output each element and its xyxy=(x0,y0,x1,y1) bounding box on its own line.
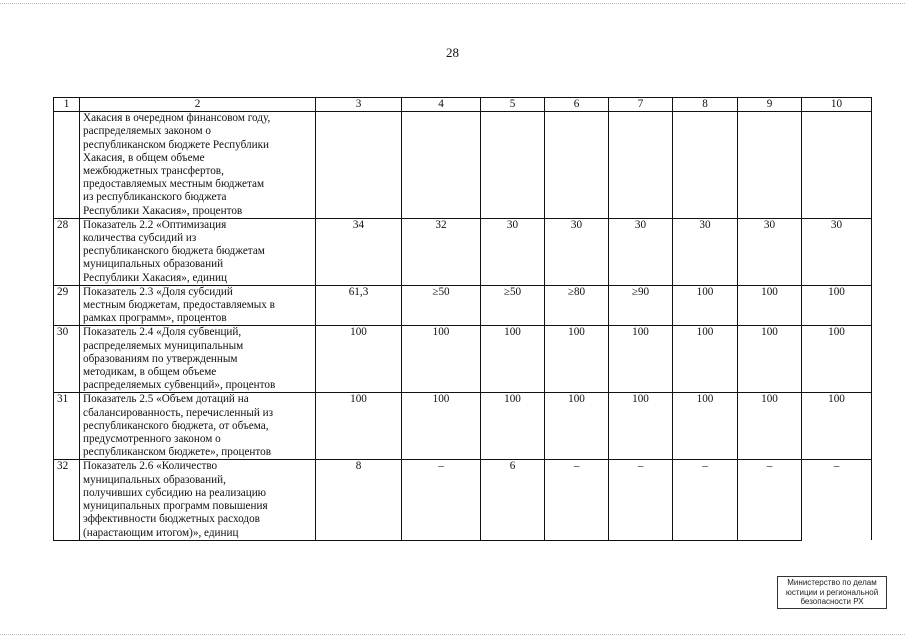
value-cell: ≥80 xyxy=(545,285,609,326)
value-cell: 100 xyxy=(609,326,673,393)
header-cell: 5 xyxy=(481,98,545,112)
value-cell: 100 xyxy=(609,393,673,460)
value-cell: 100 xyxy=(802,326,872,393)
value-cell: 100 xyxy=(481,326,545,393)
description-line: количества субсидий из xyxy=(83,232,197,245)
description-line: методикам, в общем объеме xyxy=(83,366,217,379)
description-line: местным бюджетам, предоставляемых в xyxy=(83,299,275,312)
value-cell: 6 xyxy=(481,460,545,540)
description-line: республиканского бюджета, от объема, xyxy=(83,419,269,432)
table-row xyxy=(54,218,872,285)
description-line: республиканского бюджета бюджетам xyxy=(83,245,265,258)
description-line: рамках программ», процентов xyxy=(83,312,227,325)
value-cell: 30 xyxy=(481,218,545,285)
indicators-table xyxy=(53,97,872,541)
value-cell: 30 xyxy=(609,218,673,285)
description-line: муниципальных образований xyxy=(83,258,224,271)
value-cell: 100 xyxy=(481,393,545,460)
description-line: республиканском бюджете Республики xyxy=(83,138,270,151)
description-line: Показатель 2.2 «Оптимизация xyxy=(83,218,227,231)
description-line: муниципальных программ повышения xyxy=(83,500,268,513)
scan-noise-top xyxy=(0,3,905,5)
stamp-line: безопасности РХ xyxy=(800,597,864,606)
table-row xyxy=(54,326,872,393)
value-cell: 100 xyxy=(802,285,872,326)
header-cell: 6 xyxy=(545,98,609,112)
value-cell: ≥50 xyxy=(402,285,481,326)
value-cell: – xyxy=(738,460,802,540)
value-cell: – xyxy=(545,460,609,540)
value-cell xyxy=(738,112,802,219)
description-line: муниципальных образований, xyxy=(83,473,226,486)
header-cell: 1 xyxy=(54,98,80,112)
value-cell: – xyxy=(673,460,738,540)
header-cell: 4 xyxy=(402,98,481,112)
value-cell: 100 xyxy=(738,326,802,393)
value-cell: 34 xyxy=(316,218,402,285)
value-cell: 30 xyxy=(673,218,738,285)
value-cell: ≥50 xyxy=(481,285,545,326)
description-line: Показатель 2.6 «Количество xyxy=(83,460,218,473)
page-number: 28 xyxy=(446,45,459,60)
ministry-stamp xyxy=(777,576,887,609)
description-line: республиканском бюджете», процентов xyxy=(83,446,272,459)
value-cell: 100 xyxy=(402,393,481,460)
table-row xyxy=(54,285,872,326)
value-cell xyxy=(545,112,609,219)
value-cell: – xyxy=(609,460,673,540)
header-cell: 9 xyxy=(738,98,802,112)
description-line: распределяемых субвенций», процентов xyxy=(83,379,276,392)
value-cell xyxy=(402,112,481,219)
value-cell: 100 xyxy=(738,285,802,326)
value-cell: 100 xyxy=(738,393,802,460)
value-cell: 100 xyxy=(316,393,402,460)
stamp-line: юстиции и региональной xyxy=(785,587,879,597)
value-cell: 100 xyxy=(402,326,481,393)
header-cell: 2 xyxy=(80,98,316,112)
value-cell xyxy=(673,112,738,219)
value-cell xyxy=(609,112,673,219)
value-cell xyxy=(316,112,402,219)
indicator-description xyxy=(80,218,316,285)
value-cell: 30 xyxy=(802,218,872,285)
value-cell: 100 xyxy=(673,326,738,393)
value-cell: – xyxy=(802,460,872,540)
value-cell: 100 xyxy=(673,285,738,326)
description-line: Показатель 2.3 «Доля субсидий xyxy=(83,285,233,298)
value-cell: 100 xyxy=(545,393,609,460)
value-cell xyxy=(481,112,545,219)
description-line: Показатель 2.4 «Доля субвенций, xyxy=(83,326,242,339)
description-line: распределяемых законом о xyxy=(83,125,211,138)
indicator-description xyxy=(80,460,316,540)
row-number: 29 xyxy=(54,285,80,326)
description-line: Хакасия, в общем объеме xyxy=(83,151,205,164)
indicator-description xyxy=(80,112,316,219)
value-cell: 30 xyxy=(738,218,802,285)
description-line: Республики Хакасия», единиц xyxy=(83,271,227,284)
table-row xyxy=(54,112,872,219)
row-number: 30 xyxy=(54,326,80,393)
description-line: межбюджетных трансфертов, xyxy=(83,165,224,178)
indicator-description xyxy=(80,393,316,460)
table-row xyxy=(54,393,872,460)
value-cell: 8 xyxy=(316,460,402,540)
scan-noise-bottom xyxy=(0,634,905,636)
value-cell: 100 xyxy=(545,326,609,393)
description-line: эффективности бюджетных расходов xyxy=(83,513,260,526)
indicator-description xyxy=(80,326,316,393)
description-line: предоставляемых местным бюджетам xyxy=(83,178,265,191)
row-number: 32 xyxy=(54,460,80,540)
header-cell: 8 xyxy=(673,98,738,112)
value-cell: 61,3 xyxy=(316,285,402,326)
row-number: 28 xyxy=(54,218,80,285)
row-number xyxy=(54,112,80,219)
header-cell: 10 xyxy=(802,98,872,112)
value-cell: ≥90 xyxy=(609,285,673,326)
description-line: Показатель 2.5 «Объем дотаций на xyxy=(83,393,249,406)
description-line: предусмотренного законом о xyxy=(83,433,221,446)
description-line: (нарастающим итогом)», единиц xyxy=(83,526,239,539)
description-line: из республиканского бюджета xyxy=(83,191,227,204)
header-cell: 3 xyxy=(316,98,402,112)
table-row xyxy=(54,460,872,540)
value-cell: – xyxy=(402,460,481,540)
header-row xyxy=(54,98,872,112)
description-line: Хакасия в очередном финансовом году, xyxy=(83,112,271,125)
value-cell: 100 xyxy=(673,393,738,460)
description-line: получивших субсидию на реализацию xyxy=(83,486,267,499)
value-cell: 32 xyxy=(402,218,481,285)
header-cell: 7 xyxy=(609,98,673,112)
value-cell: 100 xyxy=(316,326,402,393)
description-line: образованиям по утвержденным xyxy=(83,352,238,365)
description-line: сбалансированность, перечисленный из xyxy=(83,406,274,419)
value-cell: 30 xyxy=(545,218,609,285)
description-line: распределяемых муниципальным xyxy=(83,339,244,352)
indicator-description xyxy=(80,285,316,326)
value-cell xyxy=(802,112,872,219)
value-cell: 100 xyxy=(802,393,872,460)
description-line: Республики Хакасия», процентов xyxy=(83,204,243,217)
row-number: 31 xyxy=(54,393,80,460)
stamp-line: Министерство по делам xyxy=(787,578,877,587)
